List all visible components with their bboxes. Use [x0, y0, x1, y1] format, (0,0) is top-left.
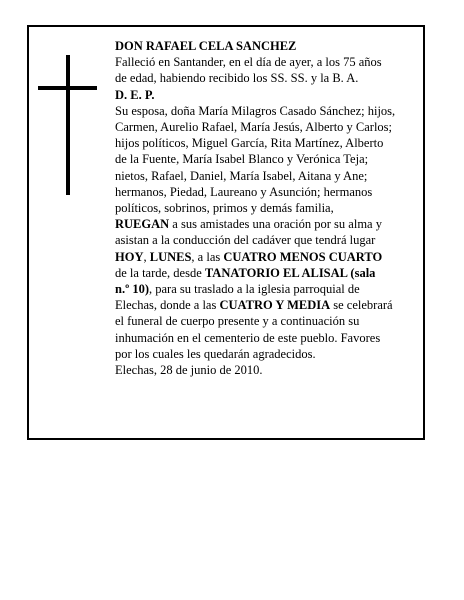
obituary-line	[115, 249, 425, 265]
text-segment: nietos, Rafael, Daniel, María Isabel, Aitana y Ane;	[115, 168, 368, 183]
text-segment: hermanos, Piedad, Laureano y Asunción; hermanos	[115, 184, 373, 199]
obituary-line	[115, 184, 425, 200]
text-segment: de la tarde, desde	[115, 265, 205, 280]
obituary-line	[115, 232, 425, 248]
text-segment: por los cuales les quedarán agradecidos.	[115, 346, 316, 361]
cross-icon	[66, 55, 70, 195]
cross-icon-bar	[38, 86, 97, 90]
bold-text: LUNES	[149, 249, 192, 264]
obituary-line	[115, 265, 425, 281]
obituary-text	[115, 38, 425, 378]
bold-text: n.º 10)	[115, 282, 149, 297]
text-segment: Elechas, 28 de junio de 2010.	[115, 363, 263, 378]
text-segment: el funeral de cuerpo presente y a continuación su	[115, 314, 360, 329]
bold-text: CUATRO MENOS CUARTO	[223, 249, 383, 264]
bold-text: TANATORIO EL ALISAL (sala	[204, 265, 376, 280]
obituary-line	[115, 297, 425, 313]
obituary-line	[115, 151, 425, 167]
text-segment: Su esposa, doña María Milagros Casado Sánchez; hijos,	[115, 103, 396, 118]
obituary-line	[115, 168, 425, 184]
obituary-line	[115, 281, 425, 297]
text-segment: de la Fuente, María Isabel Blanco y Verónica Teja;	[115, 152, 369, 167]
obituary-line	[115, 135, 425, 151]
obituary-line	[115, 200, 425, 216]
text-segment: , a las	[191, 249, 224, 264]
deceased-name: DON RAFAEL CELA SANCHEZ	[115, 39, 297, 53]
bold-text: CUATRO Y MEDIA	[219, 298, 331, 313]
bold-text: HOY	[115, 249, 144, 264]
text-segment: Elechas, donde a las	[115, 298, 220, 313]
text-segment: ,	[143, 249, 150, 264]
text-segment: asistan a la conducción del cadáver que tendrá lugar	[115, 233, 376, 248]
obituary-line	[115, 103, 425, 119]
obituary-line	[115, 346, 425, 362]
text-segment: hijos políticos, Miguel García, Rita Martínez, Alberto	[115, 136, 384, 151]
obituary-line	[115, 362, 425, 378]
text-segment: políticos, sobrinos, primos y demás familia,	[115, 201, 334, 216]
bold-text: RUEGAN	[115, 217, 170, 232]
obituary-line	[115, 54, 425, 70]
obituary-line	[115, 313, 425, 329]
obituary-line	[115, 216, 425, 232]
obituary-line	[115, 70, 425, 86]
text-segment: Falleció en Santander, en el día de ayer, a los 75 años	[115, 55, 382, 70]
bold-text: D. E. P.	[115, 87, 155, 102]
text-segment: , para su traslado a la iglesia parroquial de	[149, 282, 360, 297]
text-segment: de edad, habiendo recibido los SS. SS. y la B. A.	[115, 71, 359, 86]
obituary-line	[115, 330, 425, 346]
text-segment: se celebrará	[330, 298, 393, 313]
obituary-line	[115, 87, 425, 103]
text-segment: inhumación en el cementerio de este pueblo. Favores	[115, 330, 381, 345]
obituary-line	[115, 119, 425, 135]
text-segment: a sus amistades una oración por su alma y	[169, 217, 382, 232]
obituary-body	[115, 54, 425, 378]
text-segment: Carmen, Aurelio Rafael, María Jesús, Alberto y Carlos;	[115, 120, 393, 135]
